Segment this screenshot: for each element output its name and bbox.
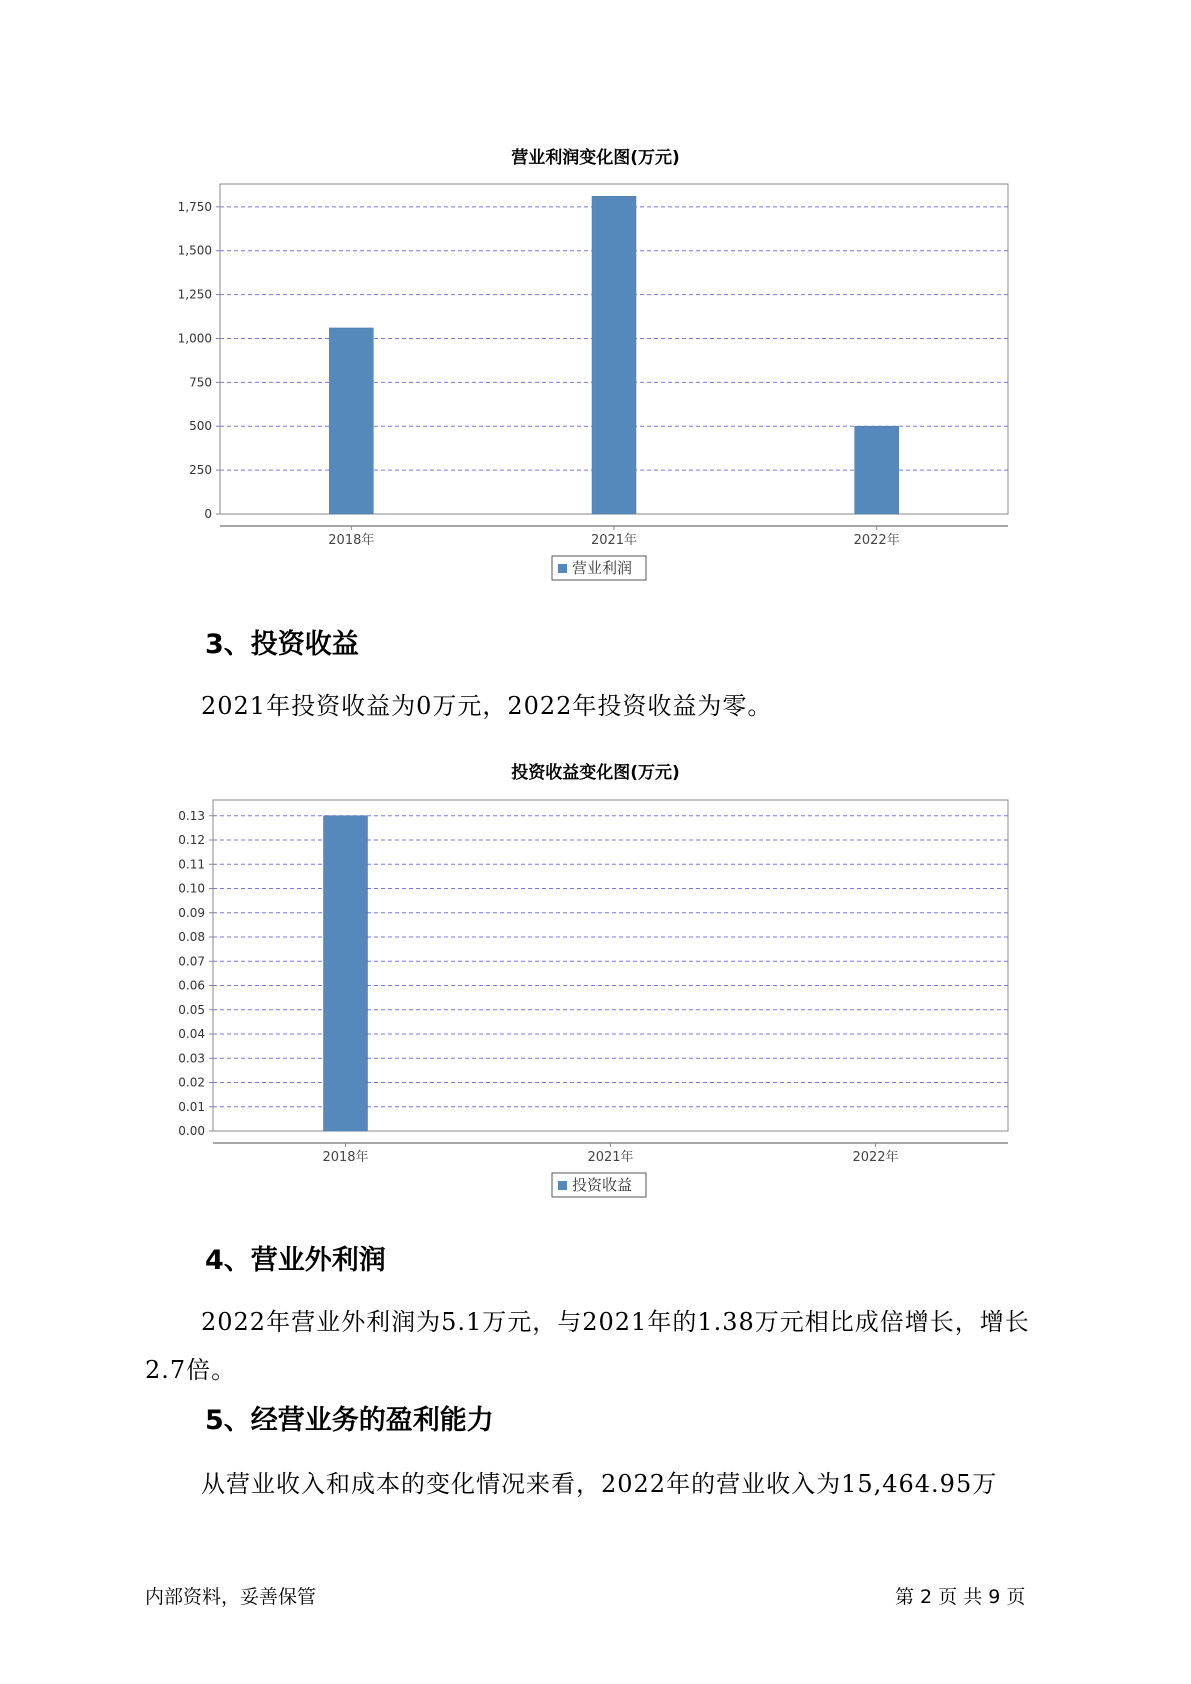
y-tick-label: 1,750 <box>177 199 212 214</box>
section-3-heading: 3、投资收益 <box>205 629 359 660</box>
y-tick-label: 1,250 <box>177 287 212 302</box>
y-tick-label: 0.03 <box>178 1051 205 1066</box>
operating-profit-chart <box>0 160 1191 640</box>
bar-2018年 <box>329 328 373 514</box>
y-tick-label: 1,500 <box>177 243 212 258</box>
bar-2018年 <box>324 816 368 1131</box>
section-5-heading: 5、经营业务的盈利能力 <box>205 1405 494 1436</box>
y-tick-label: 0.09 <box>178 905 205 920</box>
section-4-text: 2022年营业外利润为5.1万元，与2021年的1.38万元相比成倍增长，增长2.7倍。 <box>145 1308 1030 1384</box>
legend-label: 投资收益 <box>572 1176 633 1194</box>
x-tick-label: 2021年 <box>590 533 638 548</box>
bar-2021年 <box>592 196 636 514</box>
legend-swatch <box>558 564 567 573</box>
y-tick-label: 750 <box>189 375 212 390</box>
y-tick-label: 1,000 <box>177 331 212 346</box>
legend-swatch <box>558 1181 567 1190</box>
y-tick-label: 500 <box>189 419 212 434</box>
y-tick-label: 0.05 <box>178 1002 205 1017</box>
y-tick-label: 0.07 <box>178 954 205 969</box>
x-tick-label: 2022年 <box>853 533 900 548</box>
footer-left: 内部资料，妥善保管 <box>145 1586 317 1608</box>
y-tick-label: 0.06 <box>178 978 205 993</box>
y-tick-label: 0.10 <box>178 881 205 896</box>
y-tick-label: 0.04 <box>178 1027 205 1042</box>
y-tick-label: 0.01 <box>178 1099 205 1114</box>
investment-income-chart <box>0 780 1191 1220</box>
chart1-title: 营业利润变化图(万元) <box>511 148 680 168</box>
x-tick-label: 2022年 <box>852 1150 899 1165</box>
section-3-text: 2021年投资收益为0万元，2022年投资收益为零。 <box>201 692 773 720</box>
chart2-title: 投资收益变化图(万元) <box>511 763 680 783</box>
y-tick-label: 0.11 <box>178 857 205 872</box>
y-tick-label: 0.08 <box>178 930 205 945</box>
y-tick-label: 0 <box>204 507 212 521</box>
y-tick-label: 250 <box>189 463 212 478</box>
y-tick-label: 0.13 <box>178 808 205 823</box>
legend-label: 营业利润 <box>572 559 633 577</box>
y-tick-label: 0.12 <box>178 833 205 848</box>
x-tick-label: 2018年 <box>328 533 375 548</box>
footer-right: 第 2 页 共 9 页 <box>895 1586 1026 1608</box>
bar-2022年 <box>855 426 899 514</box>
y-tick-label: 0.02 <box>178 1075 205 1090</box>
section-5-text: 从营业收入和成本的变化情况来看，2022年的营业收入为15,464.95万 <box>201 1470 998 1498</box>
x-tick-label: 2018年 <box>322 1150 369 1165</box>
section-4-heading: 4、营业外利润 <box>205 1245 386 1276</box>
x-tick-label: 2021年 <box>587 1150 634 1165</box>
y-tick-label: 0.00 <box>178 1124 205 1138</box>
